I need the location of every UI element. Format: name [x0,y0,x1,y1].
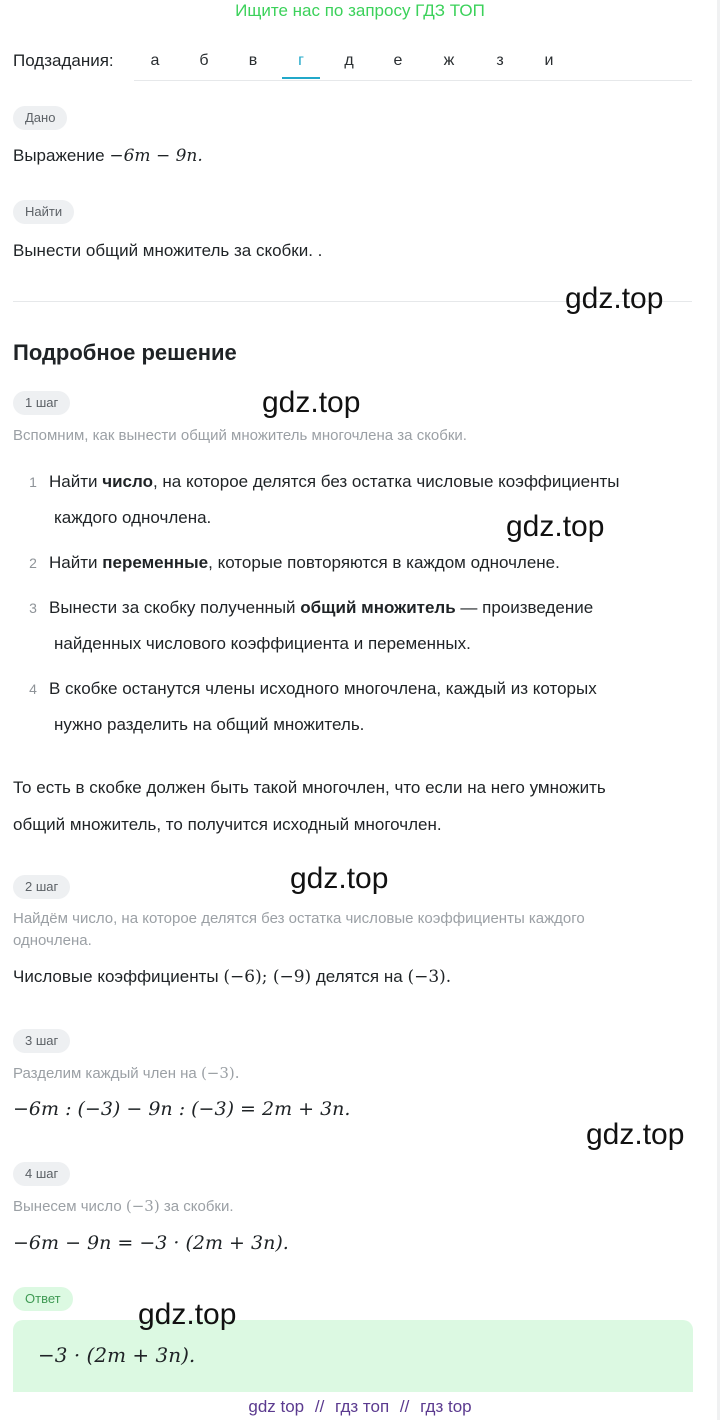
search-banner[interactable]: Ищите нас по запросу ГДЗ ТОП [235,1,485,20]
hint-text: Разделим каждый член на [13,1065,197,1082]
tab-v[interactable]: в [248,52,258,69]
answer-expression: −3 · (2m + 3n). [38,1343,196,1367]
given-label: Выражение [13,146,105,165]
step4-chip: 4 шаг [13,1162,70,1186]
list-item-text: найденных числового коэффициента и переменных. [54,634,471,653]
watermark: gdz.top [290,862,389,895]
step2-chip: 2 шаг [13,875,70,899]
step3-chip: 3 шаг [13,1029,70,1053]
step2-hint [13,908,693,952]
step1-conclusion [13,769,693,843]
step2-coefficients: (−6); (−9) [223,967,312,987]
footer-link[interactable]: gdz top [248,1397,305,1416]
list-item-bold: число [102,472,153,491]
hint-text: Вынесем число [13,1198,122,1215]
step4-expression: −6m − 9n = −3 · (2m + 3n). [13,1232,289,1254]
list-item-bold: общий множитель [300,598,456,617]
hint-text: за скобки. [163,1198,234,1215]
step1-chip: 1 шаг [13,391,70,415]
find-text: Вынести общий множитель за скобки. . [13,241,323,260]
answer-chip: Ответ [13,1287,73,1311]
watermark: gdz.top [565,282,664,315]
list-item-number: 4 [29,681,37,697]
tab-i[interactable]: и [544,52,554,69]
hint-line: одночлена. [13,932,92,949]
answer-box [13,1320,693,1392]
subtasks-label: Подзадания: [13,51,114,70]
tab-b[interactable]: б [199,52,209,69]
tab-zh[interactable]: ж [443,52,455,69]
list-item [49,545,689,581]
tab-g[interactable]: г [298,52,304,69]
hint-line: Найдём число, на которое делятся без остатка числовые коэффициенты каждого [13,910,585,927]
given-chip: Дано [13,106,67,130]
tab-a[interactable]: а [150,52,160,69]
step4-hint [13,1195,234,1218]
tab-z[interactable]: з [496,52,504,69]
step3-expression: −6m : (−3) − 9n : (−3) = 2m + 3n. [13,1098,351,1120]
conclusion-line: общий множитель, то получится исходный многочлен. [13,815,442,834]
watermark: gdz.top [262,386,361,419]
list-item [49,590,689,662]
list-item-text: , которые повторяются в каждом одночлене. [208,553,560,572]
given-expression: −6m − 9n. [109,146,203,166]
hint-expression: (−3). [200,1064,240,1082]
footer-link[interactable]: гдз топ [335,1397,390,1416]
step2-label: делятся на [315,967,403,986]
footer-separator: // [314,1397,325,1416]
list-item-text: нужно разделить на общий множитель. [54,715,365,734]
watermark: gdz.top [506,510,605,543]
watermark: gdz.top [138,1298,237,1331]
list-item [49,671,689,743]
tab-e[interactable]: е [393,52,403,69]
tab-d[interactable]: д [344,52,354,69]
step2-label: Числовые коэффициенты [13,967,219,986]
conclusion-line: То есть в скобке должен быть такой многочлен, что если на него умножить [13,778,606,797]
list-item-text: каждого одночлена. [54,508,212,527]
list-item-number: 2 [29,555,37,571]
footer-links [0,1393,720,1420]
list-item-text: Вынести за скобку полученный [49,598,301,617]
subtask-tabs [134,48,692,81]
watermark: gdz.top [586,1118,685,1151]
solution-title: Подробное решение [13,340,237,365]
list-item-bold: переменные [102,553,209,572]
hint-expression: (−3) [125,1197,160,1215]
step3-hint [13,1062,240,1085]
list-item-text: , на которое делятся без остатка числовые коэффициенты [152,472,620,491]
given-text [13,145,203,167]
footer-separator: // [399,1397,410,1416]
active-tab-indicator [282,77,320,79]
list-item-text: Найти [49,553,103,572]
step1-hint: Вспомним, как вынести общий множитель многочлена за скобки. [13,427,467,444]
footer-link[interactable]: гдз top [420,1397,472,1416]
step2-text [13,966,451,988]
list-item-number: 1 [29,474,37,490]
list-item-text: Найти [49,472,103,491]
find-chip: Найти [13,200,74,224]
list-item-number: 3 [29,600,37,616]
step2-divisor: (−3). [407,967,452,987]
list-item-text: — произведение [455,598,594,617]
list-item-text: В скобке останутся члены исходного многочлена, каждый из которых [49,679,597,698]
